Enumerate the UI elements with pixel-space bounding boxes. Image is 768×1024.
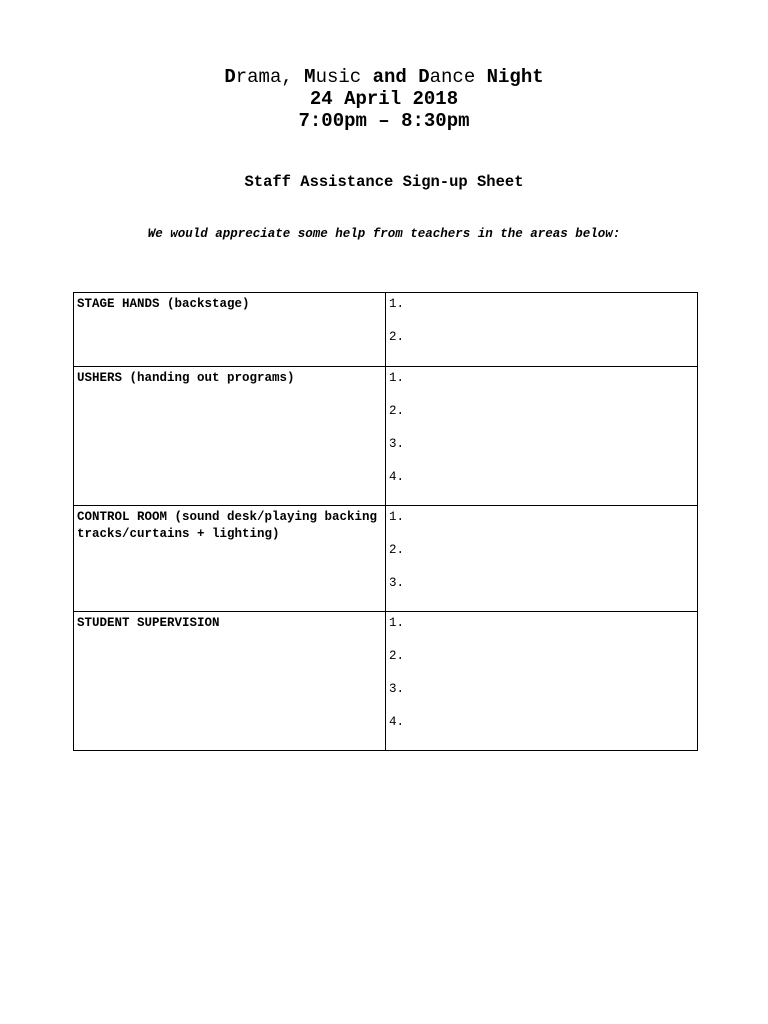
- signup-slot[interactable]: 2.: [389, 404, 405, 418]
- signup-slots-cell[interactable]: [386, 367, 698, 506]
- event-title-part: Night: [486, 66, 544, 88]
- area-cell: STAGE HANDS (backstage): [74, 293, 386, 367]
- event-date: 24 April 2018: [309, 88, 459, 110]
- signup-slot[interactable]: 2.: [389, 649, 405, 663]
- signup-slot[interactable]: 2.: [389, 330, 405, 344]
- signup-slot[interactable]: 1.: [389, 371, 405, 385]
- table-row: [74, 293, 698, 367]
- event-title: [0, 66, 768, 88]
- area-cell: STUDENT SUPERVISION: [74, 612, 386, 751]
- event-title-part: ance: [429, 66, 487, 88]
- event-title-part: usic: [315, 66, 373, 88]
- signup-slots-cell[interactable]: [386, 293, 698, 367]
- signup-slot[interactable]: 3.: [389, 576, 405, 590]
- area-cell: CONTROL ROOM (sound desk/playing backing tracks/curtains + lighting): [74, 506, 386, 612]
- signup-table: [73, 292, 698, 751]
- event-time: 7:00pm – 8:30pm: [298, 110, 470, 132]
- signup-slot[interactable]: 1.: [389, 510, 405, 524]
- event-title-part: D: [418, 66, 430, 88]
- signup-slot[interactable]: 3.: [389, 682, 405, 696]
- signup-slot[interactable]: 1.: [389, 616, 405, 630]
- event-title-part: M: [304, 66, 316, 88]
- table-row: [74, 506, 698, 612]
- area-cell: USHERS (handing out programs): [74, 367, 386, 506]
- event-title-block: [0, 66, 768, 132]
- event-title-part: and: [372, 66, 419, 88]
- signup-slot[interactable]: 4.: [389, 470, 405, 484]
- table-row: [74, 367, 698, 506]
- signup-slot[interactable]: 3.: [389, 437, 405, 451]
- event-title-part: rama,: [235, 66, 305, 88]
- sheet-subtitle: Staff Assistance Sign-up Sheet: [244, 173, 524, 191]
- event-title-part: D: [224, 66, 236, 88]
- signup-slots-cell[interactable]: [386, 506, 698, 612]
- intro-text: We would appreciate some help from teachers in the areas below:: [147, 227, 621, 241]
- signup-slot[interactable]: 4.: [389, 715, 405, 729]
- signup-slot[interactable]: 1.: [389, 297, 405, 311]
- signup-slots-cell[interactable]: [386, 612, 698, 751]
- table-row: [74, 612, 698, 751]
- signup-slot[interactable]: 2.: [389, 543, 405, 557]
